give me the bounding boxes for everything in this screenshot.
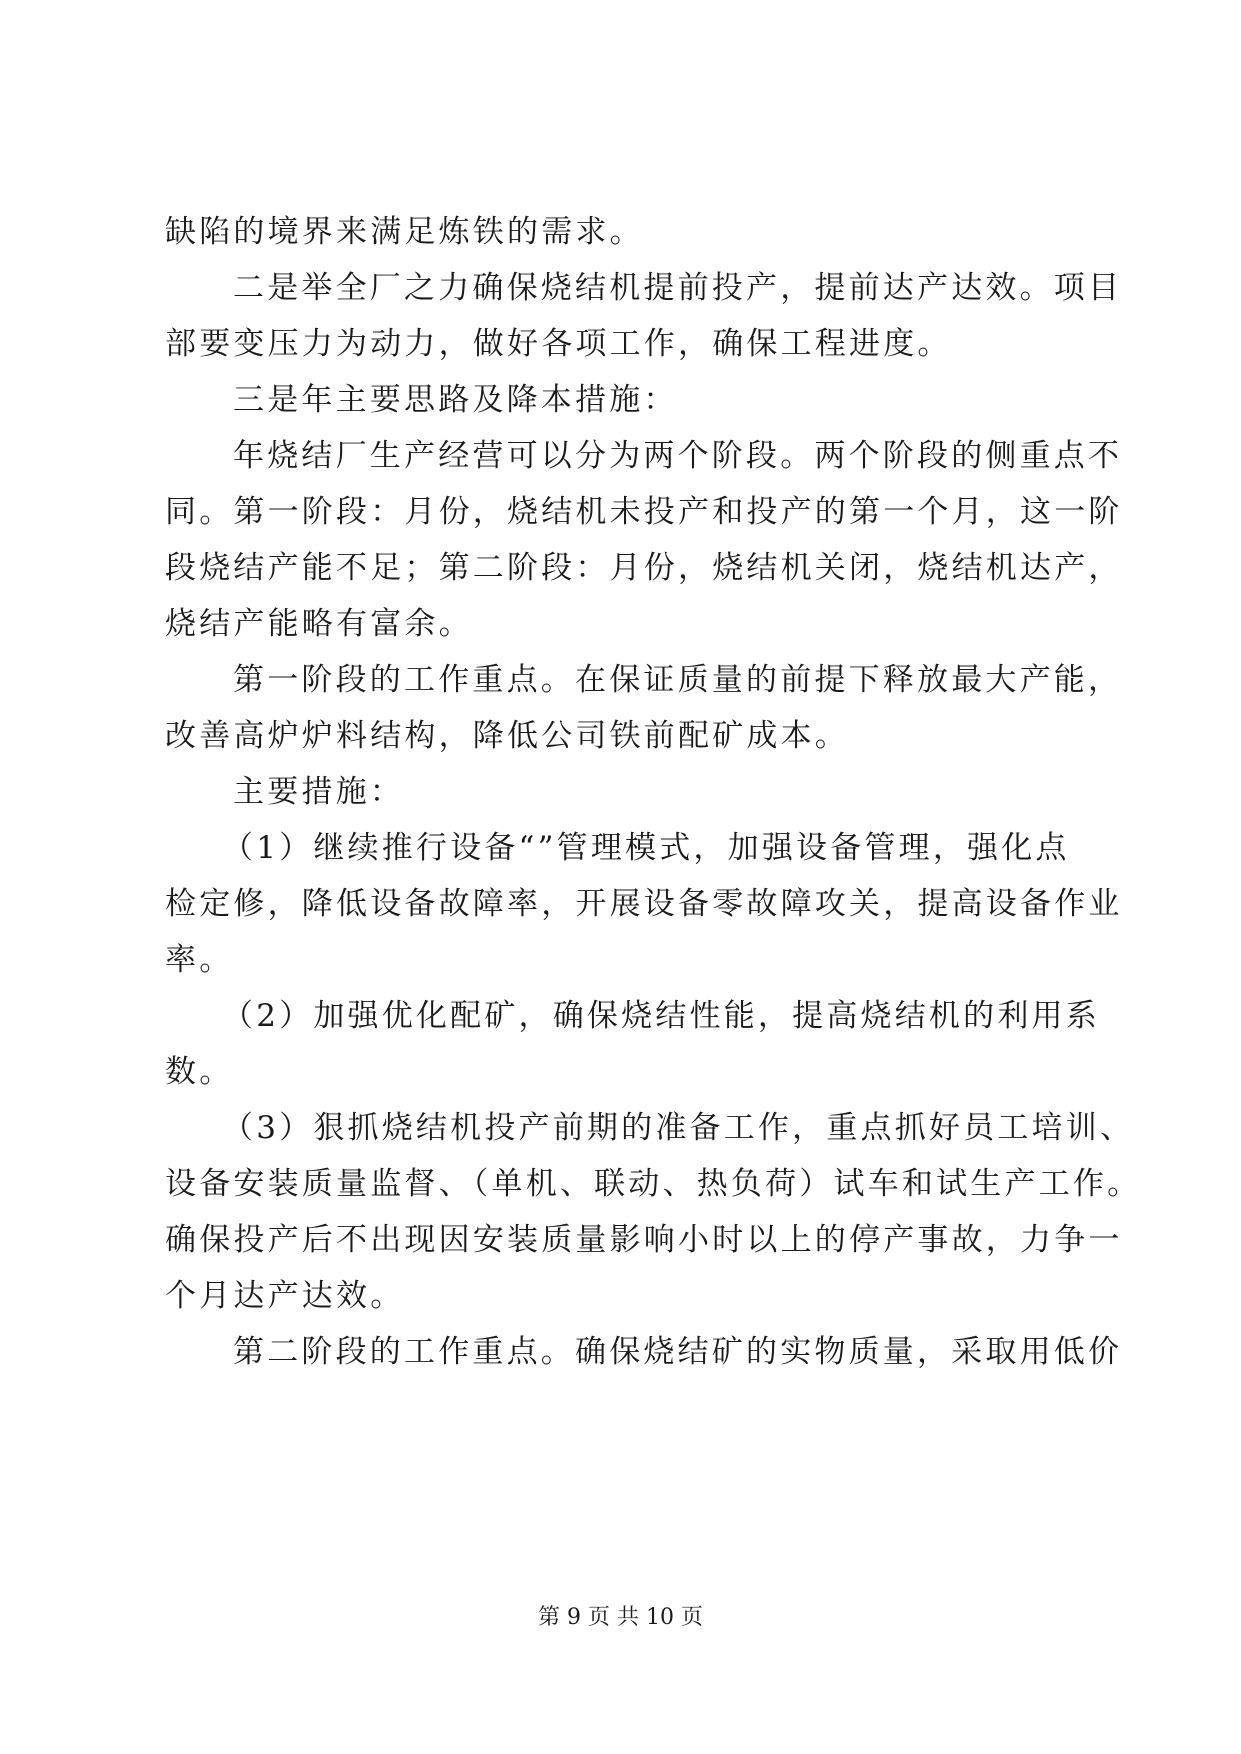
paragraph-line: 个月达产达效。 xyxy=(165,1278,405,1314)
paragraph-line: （1）继续推行设备“”管理模式，加强设备管理，强化点 xyxy=(222,830,1070,866)
paragraph-line: 第一阶段的工作重点。在保证质量的前提下释放最大产能， xyxy=(233,662,1123,698)
paragraph-line: 率。 xyxy=(165,942,234,978)
page-footer: 第 9 页 共 10 页 xyxy=(538,1605,703,1630)
paragraph-line: 改善高炉炉料结构，降低公司铁前配矿成本。 xyxy=(165,718,849,754)
paragraph-line: （3）狠抓烧结机投产前期的准备工作，重点抓好员工培训、 xyxy=(222,1110,1135,1146)
paragraph-line: 部要变压力为动力，做好各项工作，确保工程进度。 xyxy=(165,326,952,362)
paragraph-line: 检定修，降低设备故障率，开展设备零故障攻关，提高设备作业 xyxy=(165,886,1123,922)
paragraph-line: 第二阶段的工作重点。确保烧结矿的实物质量，采取用低价 xyxy=(233,1334,1123,1370)
paragraph-line: 二是举全厂之力确保烧结机提前投产，提前达产达效。项目 xyxy=(233,270,1123,306)
paragraph-line: （2）加强优化配矿，确保烧结性能，提高烧结机的利用系 xyxy=(222,998,1100,1034)
paragraph-line: 三是年主要思路及降本措施： xyxy=(233,382,678,418)
paragraph-line: 确保投产后不出现因安装质量影响小时以上的停产事故，力争一 xyxy=(165,1222,1123,1258)
paragraph-line: 主要措施： xyxy=(233,774,404,810)
paragraph-line: 数。 xyxy=(165,1054,234,1090)
paragraph-line: 同。第一阶段：月份，烧结机未投产和投产的第一个月，这一阶 xyxy=(165,494,1123,530)
paragraph-line: 烧结产能略有富余。 xyxy=(165,606,473,642)
paragraph-line: 段烧结产能不足；第二阶段：月份，烧结机关闭，烧结机达产， xyxy=(165,550,1123,586)
paragraph-line: 缺陷的境界来满足炼铁的需求。 xyxy=(165,214,644,250)
paragraph-line: 设备安装质量监督、（单机、联动、热负荷）试车和试生产工作。 xyxy=(165,1166,1142,1202)
paragraph-line: 年烧结厂生产经营可以分为两个阶段。两个阶段的侧重点不 xyxy=(233,438,1123,474)
